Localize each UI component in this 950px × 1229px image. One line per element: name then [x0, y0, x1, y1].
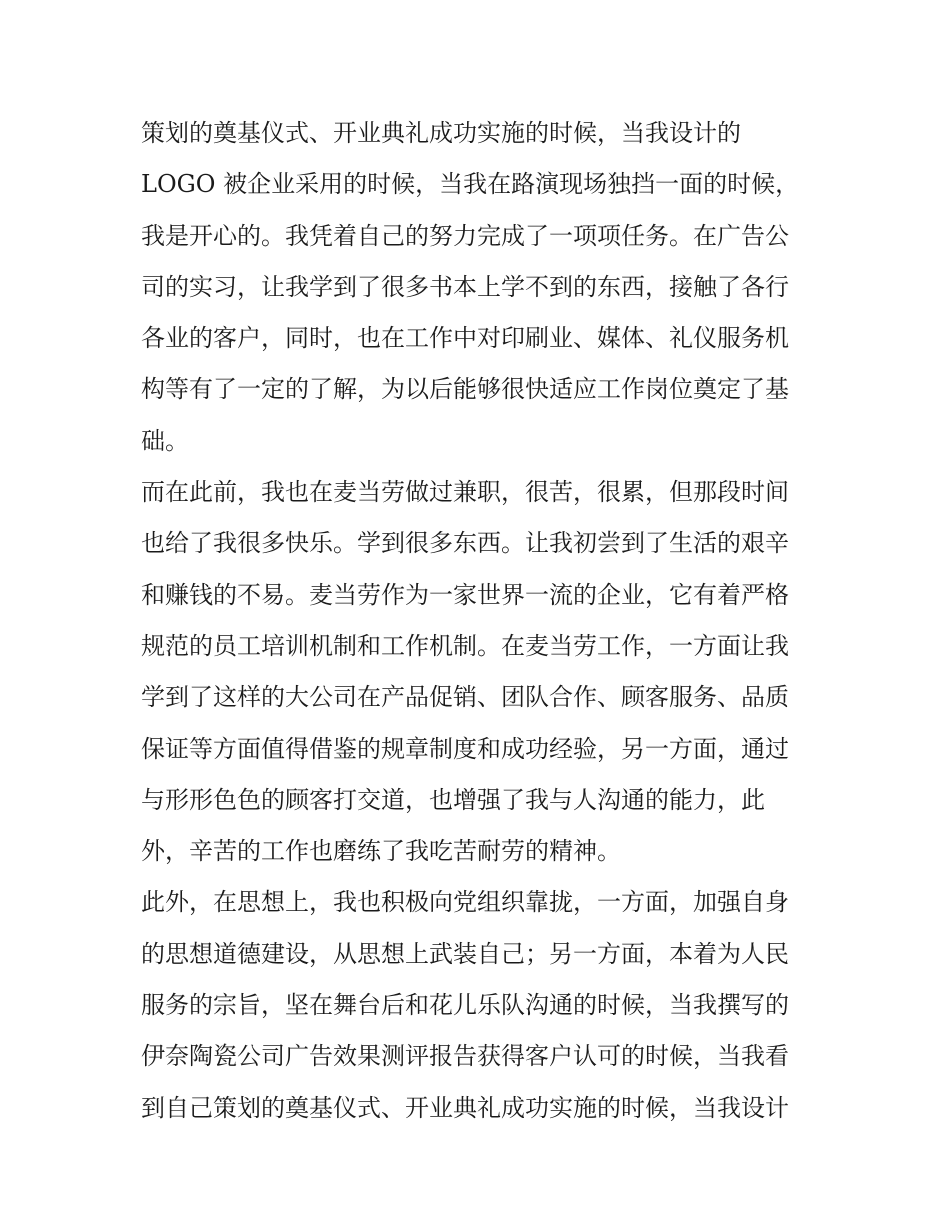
text-line: 而在此前，我也在麦当劳做过兼职，很苦，很累，但那段时间 — [141, 478, 789, 507]
text-line: 础。 — [141, 426, 189, 455]
text-line: 也给了我很多快乐。学到很多东西。让我初尝到了生活的艰辛 — [141, 529, 789, 558]
text-line: 与形形色色的顾客打交道，也增强了我与人沟通的能力，此 — [141, 785, 765, 814]
body-text — [141, 108, 821, 1134]
text-line: 此外，在思想上，我也积极向党组织靠拢，一方面，加强自身 — [141, 888, 789, 917]
text-line: 保证等方面值得借鉴的规章制度和成功经验，另一方面，通过 — [141, 734, 789, 763]
text-line: 的思想道德建设，从思想上武装自己；另一方面，本着为人民 — [141, 939, 789, 968]
text-line: 学到了这样的大公司在产品促销、团队合作、顾客服务、品质 — [141, 683, 789, 712]
text-line: 和赚钱的不易。麦当劳作为一家世界一流的企业，它有着严格 — [141, 580, 789, 609]
text-line: 我是开心的。我凭着自己的努力完成了一项项任务。在广告公 — [141, 221, 789, 250]
text-line: 到自己策划的奠基仪式、开业典礼成功实施的时候，当我设计 — [141, 1093, 789, 1122]
text-line: 伊奈陶瓷公司广告效果测评报告获得客户认可的时候，当我看 — [141, 1042, 789, 1071]
text-line: 策划的奠基仪式、开业典礼成功实施的时候，当我设计的 — [141, 119, 741, 147]
text-line: LOGO 被企业采用的时候，当我在路演现场独挡一面的时候， — [141, 170, 800, 199]
text-line: 构等有了一定的了解，为以后能够很快适应工作岗位奠定了基 — [141, 375, 789, 404]
text-line: 外，辛苦的工作也磨练了我吃苦耐劳的精神。 — [141, 837, 621, 866]
text-line: 司的实习，让我学到了很多书本上学不到的东西，接触了各行 — [141, 272, 789, 301]
text-line: 规范的员工培训机制和工作机制。在麦当劳工作，一方面让我 — [141, 631, 789, 660]
text-line: 服务的宗旨，坚在舞台后和花儿乐队沟通的时候，当我撰写的 — [141, 991, 789, 1020]
text-line: 各业的客户，同时，也在工作中对印刷业、媒体、礼仪服务机 — [141, 324, 789, 353]
